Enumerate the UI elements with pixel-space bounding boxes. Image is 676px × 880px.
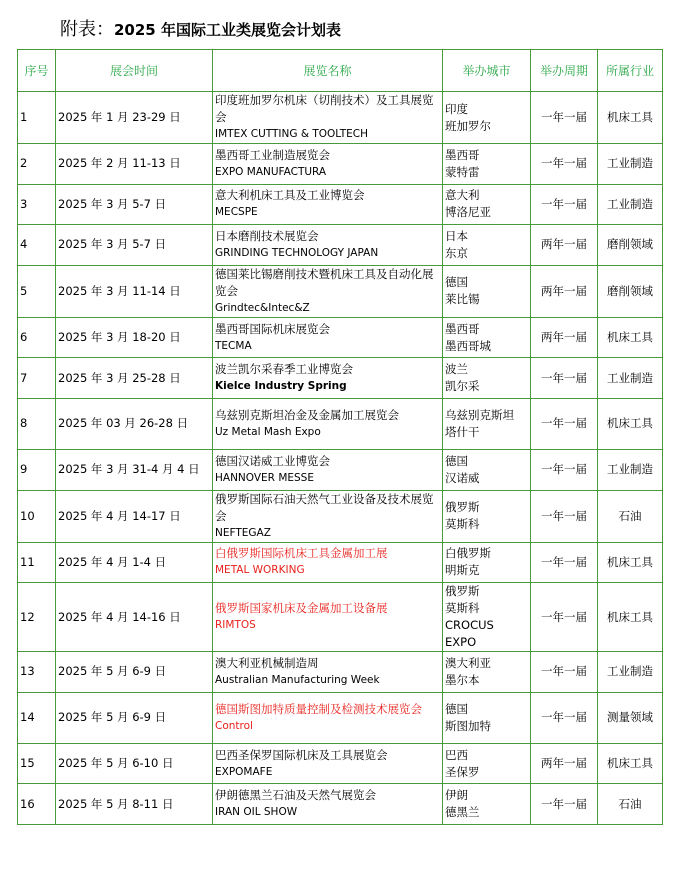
row-number: 15 [18,743,56,784]
exhibition-name [213,449,443,490]
table-row [18,144,663,185]
host-city-line: 德国 [445,453,468,468]
exhibition-name [213,583,443,652]
host-city [443,652,531,693]
exhibition-date: 2025 年 4 月 14-16 日 [56,583,213,652]
host-city-line: 圣保罗 [445,764,480,779]
exhibition-name-en: Kielce Industry Spring [215,380,347,393]
row-number: 11 [18,542,56,583]
industry: 磨削领域 [598,265,663,317]
host-city-line: 巴西 [445,747,468,762]
exhibition-date: 2025 年 1 月 23-29 日 [56,92,213,144]
host-city-line: 墨西哥 [445,321,480,336]
exhibition-date: 2025 年 5 月 6-9 日 [56,652,213,693]
exhibition-name-cn: 白俄罗斯国际机床工具金属加工展 [215,546,388,561]
host-city [443,317,531,358]
table-row [18,317,663,358]
exhibition-name [213,184,443,225]
industry: 工业制造 [598,652,663,693]
exhibition-date: 2025 年 4 月 14-17 日 [56,490,213,542]
header-name: 展览名称 [213,50,443,92]
host-city [443,490,531,542]
row-number: 14 [18,692,56,743]
host-city-line: 斯图加特 [445,718,491,733]
exhibition-name-en: RIMTOS [215,619,256,632]
host-city-line: 莫斯科 [445,517,480,532]
host-city [443,225,531,266]
row-number: 8 [18,398,56,449]
host-city-line: 东京 [445,245,468,260]
exhibition-name-cn: 德国斯图加特质量控制及检测技术展览会 [215,701,422,716]
exhibition-name [213,398,443,449]
exhibition-name-cn: 墨西哥国际机床展览会 [215,321,330,336]
host-city-line: 明斯克 [445,563,480,578]
exhibition-name-en: NEFTEGAZ [215,526,271,539]
industry: 石油 [598,784,663,825]
hold-cycle: 两年一届 [531,225,598,266]
industry: 机床工具 [598,583,663,652]
exhibition-date: 2025 年 3 月 25-28 日 [56,358,213,399]
exhibition-name [213,743,443,784]
host-city-line: 汉诺威 [445,470,480,485]
industry: 机床工具 [598,92,663,144]
host-city-line: 白俄罗斯 [445,546,491,561]
exhibition-name-en: Uz Metal Mash Expo [215,425,321,438]
host-city-line: 澳大利亚 [445,655,491,670]
exhibition-date: 2025 年 3 月 5-7 日 [56,225,213,266]
exhibition-name-cn: 波兰凯尔采春季工业博览会 [215,362,353,377]
title-prefix: 附表： [60,19,114,40]
host-city [443,265,531,317]
hold-cycle: 两年一届 [531,743,598,784]
industry: 机床工具 [598,743,663,784]
hold-cycle: 一年一届 [531,144,598,185]
exhibition-plan-table [17,49,663,825]
header-industry: 所属行业 [598,50,663,92]
exhibition-name-en: METAL WORKING [215,564,305,577]
exhibition-date: 2025 年 5 月 6-9 日 [56,692,213,743]
host-city-line: 墨西哥 [445,147,480,162]
host-city-line: 塔什干 [445,424,480,439]
host-city [443,449,531,490]
exhibition-date: 2025 年 03 月 26-28 日 [56,398,213,449]
hold-cycle: 一年一届 [531,184,598,225]
host-city-line: 俄罗斯 [445,500,480,515]
exhibition-date: 2025 年 5 月 6-10 日 [56,743,213,784]
industry: 机床工具 [598,542,663,583]
title-main: 2025 年国际工业类展览会计划表 [114,21,341,39]
exhibition-name-en: TECMA [215,339,252,352]
exhibition-name-cn: 印度班加罗尔机床（切削技术）及工具展览会 [215,93,434,124]
hold-cycle: 一年一届 [531,358,598,399]
host-city [443,583,531,652]
table-row [18,583,663,652]
table-row [18,265,663,317]
exhibition-name-en: Grindtec&Intec&Z [215,301,310,314]
host-city [443,144,531,185]
industry: 工业制造 [598,449,663,490]
host-city-line: 莫斯科 [445,601,480,616]
exhibition-date: 2025 年 2 月 11-13 日 [56,144,213,185]
exhibition-name-en: EXPO MANUFACTURA [215,165,327,178]
industry: 机床工具 [598,317,663,358]
row-number: 5 [18,265,56,317]
header-no: 序号 [18,50,56,92]
hold-cycle: 两年一届 [531,317,598,358]
exhibition-name [213,652,443,693]
hold-cycle: 一年一届 [531,784,598,825]
exhibition-name-cn: 意大利机床工具及工业博览会 [215,188,365,203]
table-row [18,92,663,144]
exhibition-name-en: MECSPE [215,206,258,219]
exhibition-date: 2025 年 3 月 31-4 月 4 日 [56,449,213,490]
exhibition-name-en: IRAN OIL SHOW [215,806,298,819]
hold-cycle: 一年一届 [531,652,598,693]
hold-cycle: 一年一届 [531,542,598,583]
host-city-line: 伊朗 [445,788,468,803]
industry: 工业制造 [598,358,663,399]
host-city-line: 莱比锡 [445,292,480,307]
exhibition-name-cn: 墨西哥工业制造展览会 [215,147,330,162]
table-row [18,542,663,583]
table-row [18,652,663,693]
document-title [60,14,341,46]
exhibition-name-en: Control [215,719,253,732]
host-city [443,92,531,144]
header-cycle: 举办周期 [531,50,598,92]
host-city [443,398,531,449]
exhibition-name-cn: 乌兹别克斯坦冶金及金属加工展览会 [215,407,399,422]
row-number: 10 [18,490,56,542]
table-row [18,398,663,449]
host-city [443,743,531,784]
exhibition-name-cn: 德国汉诺威工业博览会 [215,453,330,468]
header-date: 展会时间 [56,50,213,92]
industry: 磨削领域 [598,225,663,266]
host-city-line: 德国 [445,275,468,290]
exhibition-name [213,225,443,266]
row-number: 3 [18,184,56,225]
host-city [443,784,531,825]
host-city-line: 凯尔采 [445,379,480,394]
exhibition-name-en: EXPOMAFE [215,765,273,778]
industry: 石油 [598,490,663,542]
host-city [443,184,531,225]
exhibition-name-cn: 俄罗斯国际石油天然气工业设备及技术展览会 [215,491,434,523]
exhibition-name-cn: 澳大利亚机械制造周 [215,655,319,670]
exhibition-name [213,144,443,185]
exhibition-date: 2025 年 3 月 11-14 日 [56,265,213,317]
exhibition-name-en: GRINDING TECHNOLOGY JAPAN [215,246,379,259]
row-number: 16 [18,784,56,825]
exhibition-name-en: Australian Manufacturing Week [215,673,380,686]
hold-cycle: 一年一届 [531,583,598,652]
exhibition-name [213,784,443,825]
host-city-line: 墨西哥城 [445,338,491,353]
exhibition-date: 2025 年 3 月 5-7 日 [56,184,213,225]
industry: 工业制造 [598,184,663,225]
host-city-line: 墨尔本 [445,672,480,687]
hold-cycle: 一年一届 [531,449,598,490]
exhibition-name-cn: 俄罗斯国家机床及金属加工设备展 [215,601,388,616]
hold-cycle: 一年一届 [531,692,598,743]
exhibition-name-cn: 德国莱比锡磨削技术暨机床工具及自动化展览会 [215,266,434,298]
exhibition-date: 2025 年 5 月 8-11 日 [56,784,213,825]
hold-cycle: 一年一届 [531,92,598,144]
row-number: 12 [18,583,56,652]
exhibition-name-cn: 伊朗德黑兰石油及天然气展览会 [215,788,376,803]
host-city-line: 俄罗斯 [445,584,480,599]
host-city [443,692,531,743]
host-city-line: 印度 [445,101,468,116]
exhibition-name-cn: 日本磨削技术展览会 [215,228,319,243]
host-city [443,358,531,399]
row-number: 4 [18,225,56,266]
host-city-line: 蒙特雷 [445,164,480,179]
exhibition-name-en: IMTEX CUTTING & TOOLTECH [215,128,368,140]
exhibition-name [213,265,443,317]
hold-cycle: 一年一届 [531,398,598,449]
exhibition-name [213,490,443,542]
host-city-line: CROCUS EXPO [445,618,494,650]
industry: 机床工具 [598,398,663,449]
table-row [18,449,663,490]
exhibition-name [213,692,443,743]
host-city-line: 波兰 [445,362,468,377]
table-row [18,184,663,225]
table-row [18,358,663,399]
table-row [18,692,663,743]
hold-cycle: 两年一届 [531,265,598,317]
industry: 工业制造 [598,144,663,185]
hold-cycle: 一年一届 [531,490,598,542]
exhibition-date: 2025 年 3 月 18-20 日 [56,317,213,358]
exhibition-name [213,317,443,358]
table-row [18,743,663,784]
host-city-line: 班加罗尔 [445,118,491,133]
host-city-line: 乌兹别克斯坦 [445,407,514,422]
row-number: 6 [18,317,56,358]
exhibition-name [213,542,443,583]
industry: 测量领域 [598,692,663,743]
exhibition-name-cn: 巴西圣保罗国际机床及工具展览会 [215,747,388,762]
host-city-line: 德国 [445,701,468,716]
row-number: 9 [18,449,56,490]
table-row [18,225,663,266]
host-city-line: 意大利 [445,188,480,203]
table-row [18,784,663,825]
exhibition-name-en: HANNOVER MESSE [215,471,314,484]
row-number: 1 [18,92,56,144]
host-city-line: 博洛尼亚 [445,205,491,220]
row-number: 7 [18,358,56,399]
host-city-line: 德黑兰 [445,805,480,820]
row-number: 2 [18,144,56,185]
header-city: 举办城市 [443,50,531,92]
host-city [443,542,531,583]
exhibition-name [213,358,443,399]
table-header-row [18,50,663,92]
host-city-line: 日本 [445,228,468,243]
row-number: 13 [18,652,56,693]
table-row [18,490,663,542]
exhibition-date: 2025 年 4 月 1-4 日 [56,542,213,583]
exhibition-name [213,92,443,144]
